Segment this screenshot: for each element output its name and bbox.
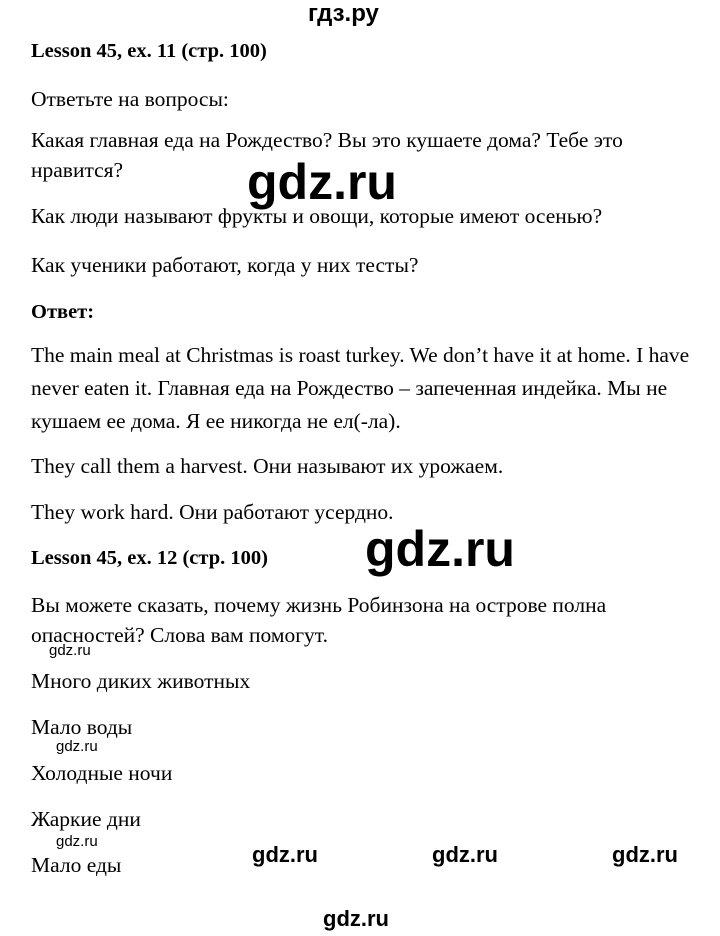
list-item: Холодные ночи <box>31 761 173 785</box>
answer-2: They call them a harvest. Они называют их урожаем. <box>31 454 504 478</box>
answer-1: The main meal at Christmas is roast turkey. We don’t have it at home. I have never eaten it. Главная еда на Рождество – запеченная индейка. Мы не кушаем ее дома. Я ее никогда не ел(-ла). <box>31 343 690 433</box>
watermark-large: gdz.ru <box>247 154 397 210</box>
answer-label: Ответ: <box>31 301 95 323</box>
lesson-12-title: Lesson 45, ex. 12 (стр. 100) <box>31 547 268 569</box>
watermark-small: gdz.ru <box>56 738 98 755</box>
list-item: Много диких животных <box>31 669 251 693</box>
question-2: Как люди называют фрукты и овощи, которые имеют осенью? <box>31 204 603 228</box>
answer-3: They work hard. Они работают усердно. <box>31 500 394 524</box>
list-item: Жаркие дни <box>31 807 141 831</box>
watermark-medium: gdz.ru <box>612 842 678 867</box>
watermark-large: gdz.ru <box>365 521 515 577</box>
lesson-11-instruction: Ответьте на вопросы: <box>31 87 229 111</box>
watermark-medium: gdz.ru <box>432 842 498 867</box>
lesson-12-instruction: Вы можете сказать, почему жизнь Робинзона на острове полна опасностей? Слова вам помогут. <box>31 593 607 647</box>
question-1: Какая главная еда на Рождество? Вы это кушаете дома? Тебе это нравится? <box>31 128 623 182</box>
list-item: Мало воды <box>31 715 133 739</box>
watermark-medium: gdz.ru <box>252 842 318 867</box>
list-item: Мало еды <box>31 853 122 877</box>
header-watermark: гдз.ру <box>308 0 379 27</box>
watermark-small: gdz.ru <box>49 642 91 659</box>
question-3: Как ученики работают, когда у них тесты? <box>31 253 419 277</box>
watermark-small: gdz.ru <box>56 833 98 850</box>
lesson-11-title: Lesson 45, ex. 11 (стр. 100) <box>31 40 267 62</box>
footer-watermark: gdz.ru <box>323 906 389 931</box>
